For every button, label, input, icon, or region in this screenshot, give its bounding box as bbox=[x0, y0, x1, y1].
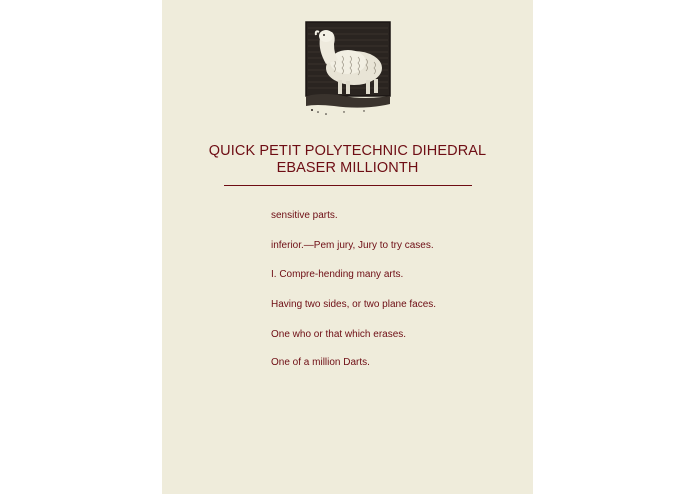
definition-entry: sensitive parts. bbox=[271, 210, 338, 221]
definition-entry: One of a million Darts. bbox=[271, 357, 370, 368]
definition-entry: Having two sides, or two plane faces. bbox=[271, 299, 437, 310]
definition-entry: One who or that which erases. bbox=[271, 329, 407, 340]
sheep-engraving-icon bbox=[304, 20, 392, 116]
definition-entry: I. Compre-hending many arts. bbox=[271, 269, 404, 280]
definition-entry: inferior.—Pem jury, Jury to try cases. bbox=[271, 240, 434, 251]
document-page bbox=[162, 0, 533, 494]
title-divider bbox=[224, 185, 472, 186]
title-line-2: EBASER MILLIONTH bbox=[276, 160, 419, 176]
title-line-1: QUICK PETIT POLYTECHNIC DIHEDRAL bbox=[208, 143, 487, 159]
page-title bbox=[162, 143, 533, 177]
